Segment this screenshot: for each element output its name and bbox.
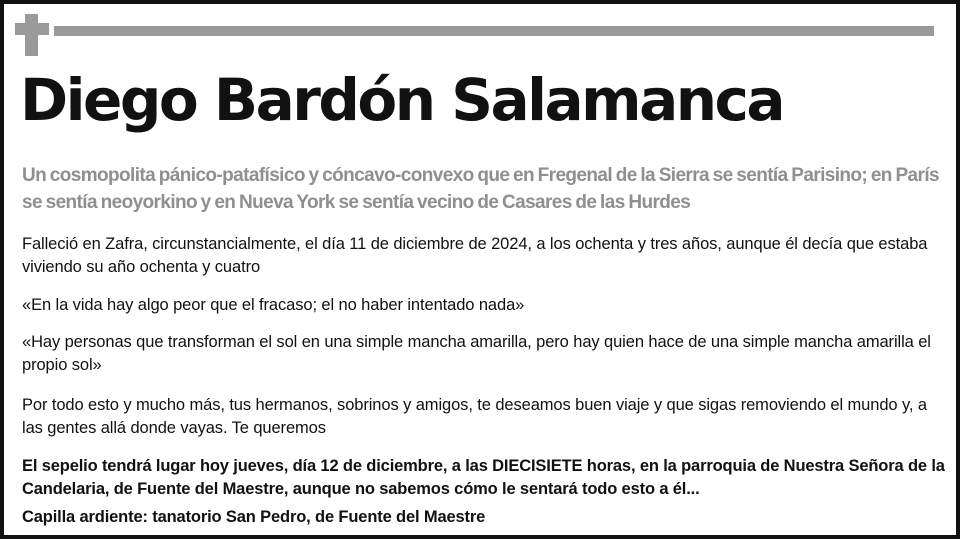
deceased-name: Diego Bardón Salamanca <box>20 66 784 134</box>
quote-2: «Hay personas que transforman el sol en una simple mancha amarilla, pero hay quien hace de una simple mancha amarilla el propio sol» <box>22 333 931 374</box>
chapel-details: Capilla ardiente: tanatorio San Pedro, de Fuente del Maestre <box>22 508 486 526</box>
family-message: Por todo esto y mucho más, tus hermanos, sobrinos y amigos, te deseamos buen viaje y que sigas removiendo el mundo y, a las gentes allá donde vayas. Te queremos <box>22 396 927 437</box>
cross-icon <box>15 14 49 56</box>
funeral-details: El sepelio tendrá lugar hoy jueves, día 12 de diciembre, a las DIECISIETE horas, en la parroquia de Nuestra Señora de la Candelaria, de Fuente del Maestre, aunque no sabemos cómo le sentará todo esto a él... <box>22 457 945 498</box>
header-rule <box>54 26 934 36</box>
quote-1: «En la vida hay algo peor que el fracaso; el no haber intentado nada» <box>22 296 525 314</box>
death-announcement: Falleció en Zafra, circunstancialmente, el día 11 de diciembre de 2024, a los ochenta y tres años, aunque él decía que estaba viviendo su año ochenta y cuatro <box>22 235 928 276</box>
subtitle: Un cosmopolita pánico-patafísico y cóncavo-convexo que en Fregenal de la Sierra se sentía Parisino; en París se sentía neoyorkino y en Nueva York se sentía vecino de Casares de las Hurdes <box>22 165 939 213</box>
